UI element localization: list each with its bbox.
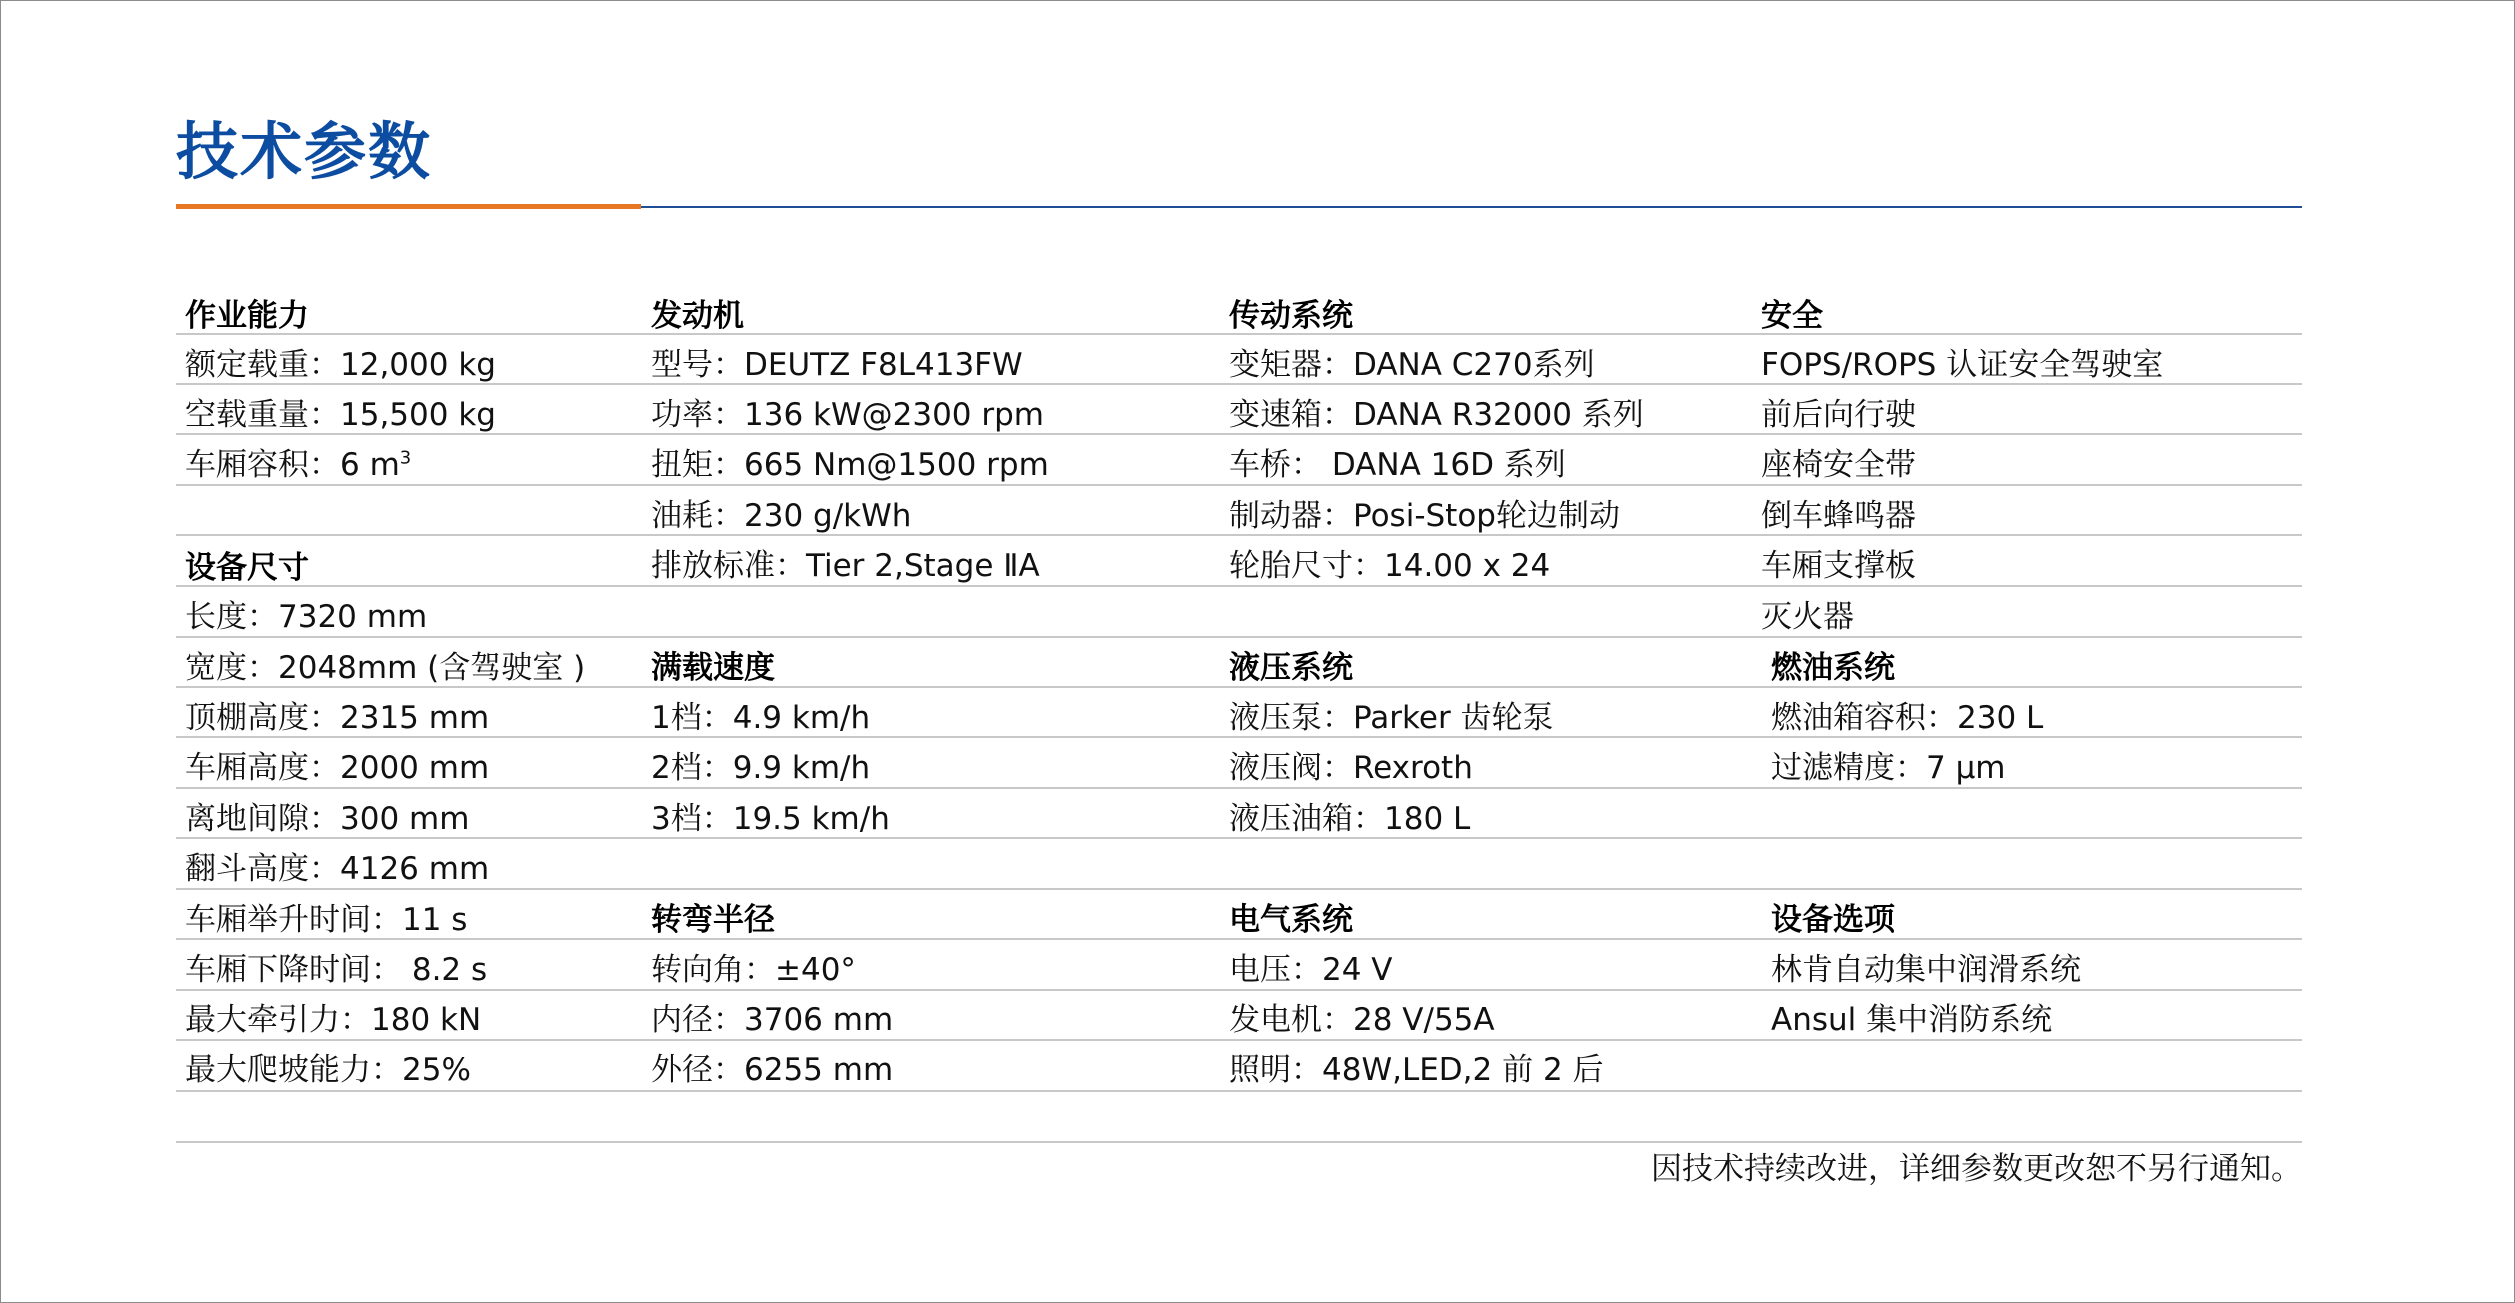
spec-extinguisher: 灭火器 [1761,599,1854,635]
spec-max-traction: 最大牵引力：180 kN [185,1002,482,1038]
section-heading-fuel: 燃油系统 [1771,650,1895,686]
spec-width: 宽度：2048mm (含驾驶室 ) [185,650,586,686]
spec-hydraulic-pump: 液压泵：Parker 齿轮泵 [1229,700,1554,736]
spec-seatbelt: 座椅安全带 [1761,447,1916,483]
section-heading-capacity: 作业能力 [185,298,309,334]
section-heading-safety: 安全 [1761,298,1823,334]
spec-fuel-consumption: 油耗：230 g/kWh [651,498,912,534]
spec-box-prop: 车厢支撑板 [1761,548,1916,584]
spec-fops-rops: FOPS/ROPS 认证安全驾驶室 [1761,347,2164,383]
spec-empty-weight: 空载重量：15,500 kg [185,397,496,433]
spec-hydraulic-valve: 液压阀：Rexroth [1229,750,1473,786]
spec-box-volume [185,445,411,485]
spec-box-volume-superscript: 3 [399,447,412,469]
spec-gear-2: 2档：9.9 km/h [651,750,871,786]
title-accent-rule [176,204,641,209]
spec-max-grade: 最大爬坡能力：25% [185,1052,471,1088]
page-title: 技术参数 [176,115,433,188]
section-heading-options: 设备选项 [1771,902,1895,938]
spec-bidirectional: 前后向行驶 [1761,397,1916,433]
spec-brake: 制动器：Posi-Stop轮边制动 [1229,498,1620,534]
spec-auto-lube: 林肯自动集中润滑系统 [1771,952,2081,988]
spec-alternator: 发电机：28 V/55A [1229,1002,1495,1038]
spec-engine-model: 型号：DEUTZ F8L413FW [651,347,1023,383]
section-heading-hydraulic: 液压系统 [1229,650,1353,686]
spec-box-volume-text: 车厢容积：6 m [185,447,400,483]
spec-reverse-alarm: 倒车蜂鸣器 [1761,498,1916,534]
spec-box-height: 车厢高度：2000 mm [185,750,490,786]
spec-hydraulic-tank: 液压油箱：180 L [1229,801,1471,837]
spec-box-lower-time: 车厢下降时间： 8.2 s [185,952,488,988]
footer-divider [176,1141,2302,1143]
spec-gear-3: 3档：19.5 km/h [651,801,890,837]
spec-engine-power: 功率：136 kW@2300 rpm [651,397,1044,433]
spec-tire-size: 轮胎尺寸：14.00 x 24 [1229,548,1551,584]
section-heading-speed: 满载速度 [651,650,775,686]
footer-note: 因技术持续改进，详细参数更改恕不另行通知。 [1651,1151,2302,1187]
spec-transmission: 变速箱：DANA R32000 系列 [1229,397,1644,433]
row-divider [176,1090,2302,1092]
spec-box-raise-time: 车厢举升时间：11 s [185,902,468,938]
spec-dump-height: 翻斗高度：4126 mm [185,851,490,887]
section-heading-turning: 转弯半径 [651,902,775,938]
row-divider [176,636,2302,638]
spec-rated-load: 额定载重：12,000 kg [185,347,496,383]
spec-engine-torque: 扭矩：665 Nm@1500 rpm [651,447,1049,483]
section-heading-electrical: 电气系统 [1229,902,1353,938]
spec-ground-clearance: 离地间隙：300 mm [185,801,470,837]
spec-fire-suppression: Ansul 集中消防系统 [1771,1002,2053,1038]
spec-lighting: 照明：48W,LED,2 前 2 后 [1229,1052,1604,1088]
spec-axle: 车桥： DANA 16D 系列 [1229,447,1566,483]
spec-outer-radius: 外径：6255 mm [651,1052,894,1088]
spec-filter-precision: 过滤精度：7 μm [1771,750,2006,786]
spec-gear-1: 1档：4.9 km/h [651,700,871,736]
row-divider [176,888,2302,890]
section-heading-engine: 发动机 [651,298,744,334]
section-heading-drivetrain: 传动系统 [1229,298,1353,334]
spec-length: 长度：7320 mm [185,599,428,635]
spec-steer-angle: 转向角：±40° [651,952,856,988]
spec-canopy-height: 顶棚高度：2315 mm [185,700,490,736]
section-heading-dimensions: 设备尺寸 [185,550,309,586]
spec-fuel-tank: 燃油箱容积：230 L [1771,700,2044,736]
spec-inner-radius: 内径：3706 mm [651,1002,894,1038]
spec-emission: 排放标准：Tier 2,Stage ⅡA [651,548,1040,584]
spec-voltage: 电压：24 V [1229,952,1393,988]
spec-torque-converter: 变矩器：DANA C270系列 [1229,347,1595,383]
